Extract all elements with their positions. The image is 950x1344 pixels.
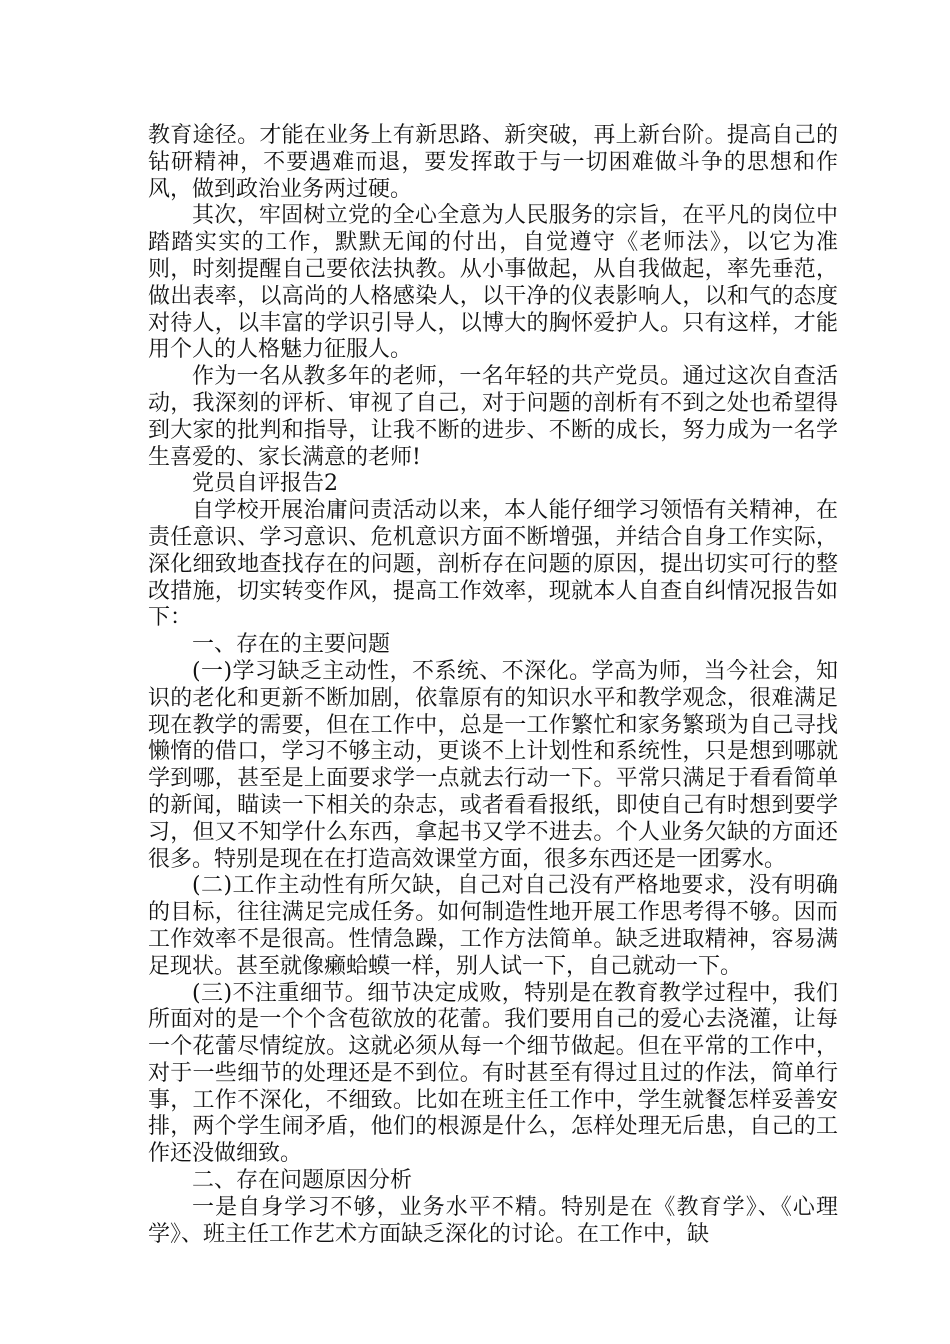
- paragraph-3: 作为一名从教多年的老师，一名年轻的共产党员。通过这次自查活动，我深刻的评析、审视了自己，对于问题的剖析有不到之处也希望得到大家的批判和指导，让我不断的进步、不断的成长，努力成为一名学生喜爱的、家长满意的老师!: [148, 364, 838, 470]
- paragraph-4: 自学校开展治庸问责活动以来，本人能仔细学习领悟有关精神，在责任意识、学习意识、危机意识方面不断增强，并结合自身工作实际，深化细致地查找存在的问题，剖析存在问题的原因，提出切实可行的整改措施，切实转变作风，提高工作效率，现就本人自查自纠情况报告如下：: [148, 498, 838, 631]
- section-heading-main-problems: 一、存在的主要问题: [192, 632, 391, 658]
- paragraph-1: 教育途径。才能在业务上有新思路、新突破，再上新台阶。提高自己的钻研精神，不要遇难而退，要发挥敢于与一切困难做斗争的思想和作风，做到政治业务两过硬。: [148, 123, 838, 202]
- paragraph-cause-1: 一是自身学习不够，业务水平不精。特别是在《教育学》、《心理学》、班主任工作艺术方面缺乏深化的讨论。在工作中，缺: [148, 1194, 838, 1247]
- document-page: [148, 123, 838, 1248]
- section-heading-report-2: 党员自评报告2: [192, 471, 338, 497]
- paragraph-problem-3: (三)不注重细节。细节决定成败，特别是在教育教学过程中，我们所面对的是一个个含苞欲放的花蕾。我们要用自己的爱心去浇灌，让每一个花蕾尽情绽放。这就必须从每一个细节做起。但在平常的工作中，对于一些细节的处理还是不到位。有时甚至有得过且过的作法，简单行事，工作不深化，不细致。比如在班主任工作中，学生就餐怎样妥善安排，两个学生闹矛盾，他们的根源是什么，怎样处理无后患，自己的工作还没做细致。: [148, 980, 838, 1167]
- paragraph-problem-2: (二)工作主动性有所欠缺，自己对自己没有严格地要求，没有明确的目标，往往满足完成任务。如何制造性地开展工作思考得不够。因而工作效率不是很高。性情急躁，工作方法简单。缺乏进取精神，容易满足现状。甚至就像癞蛤蟆一样，别人试一下，自己就动一下。: [148, 873, 838, 979]
- paragraph-2: 其次，牢固树立党的全心全意为人民服务的宗旨，在平凡的岗位中踏踏实实的工作，默默无闻的付出，自觉遵守《老师法》，以它为准则，时刻提醒自己要依法执教。从小事做起，从自我做起，率先垂范，做出表率，以高尚的人格感染人，以干净的仪表影响人，以和气的态度对待人，以丰富的学识引导人，以博大的胸怀爱护人。只有这样，才能用个人的人格魅力征服人。: [148, 203, 838, 363]
- section-heading-cause-analysis: 二、存在问题原因分析: [192, 1168, 413, 1194]
- paragraph-problem-1: (一)学习缺乏主动性，不系统、不深化。学高为师，当今社会，知识的老化和更新不断加剧，依靠原有的知识水平和教学观念，很难满足现在教学的需要，但在工作中，总是一工作繁忙和家务繁琐为自己寻找懒惰的借口，学习不够主动，更谈不上计划性和系统性，只是想到哪就学到哪，甚至是上面要求学一点就去行动一下。平常只满足于看看简单的新闻，瞄读一下相关的杂志，或者看看报纸，即使自己有时想到要学习，但又不知学什么东西，拿起书又学不进去。个人业务欠缺的方面还很多。特别是现在在打造高效课堂方面，很多东西还是一团雾水。: [148, 658, 838, 872]
